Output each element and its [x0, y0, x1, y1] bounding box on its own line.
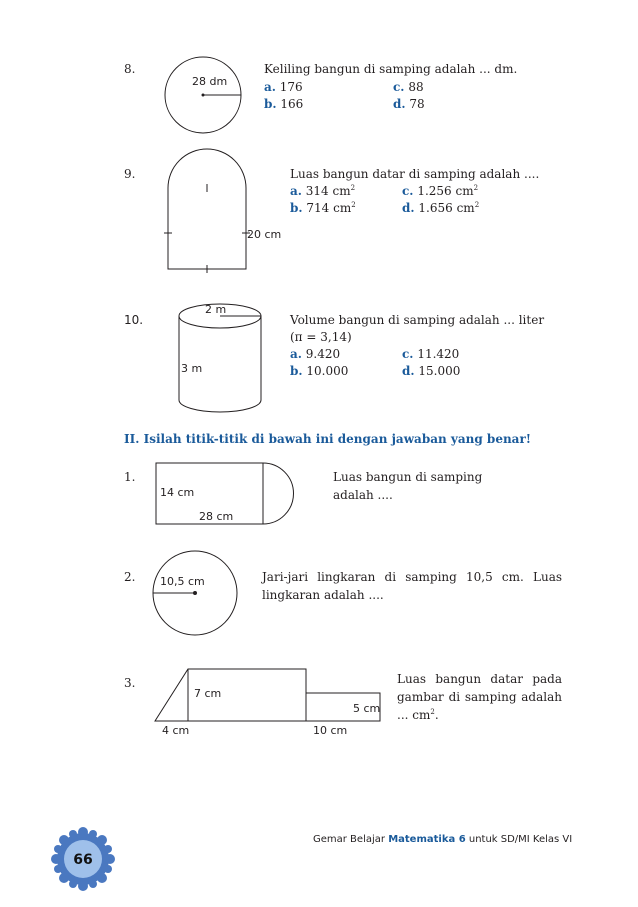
diameter-label: 28 dm: [192, 75, 228, 88]
base-10-label: 10 cm: [313, 724, 348, 737]
option-d: d. 78: [393, 97, 425, 111]
question-text-line2: (π = 3,14): [290, 330, 352, 344]
option-a: a. 314 $cm^2$: [290, 184, 356, 198]
option-b: b. 714 $cm^2$: [290, 201, 356, 215]
page-number: 66: [73, 852, 93, 868]
option-c: c. 88: [393, 80, 424, 94]
question-number: 3.: [124, 676, 136, 690]
height-label: 3 m: [181, 362, 203, 375]
rectangle-semicircle-figure: [160, 145, 260, 275]
question-number: 10.: [124, 313, 144, 327]
radius-label: 10,5 cm: [160, 575, 205, 588]
question-text: Keliling bangun di samping adalah ... dm.: [264, 62, 518, 76]
cylinder-figure: [175, 300, 265, 420]
footer-text: Gemar Belajar Matematika 6 untuk SD/MI Kelas VI: [313, 834, 573, 845]
question-number: 8.: [124, 62, 136, 76]
height-7-label: 7 cm: [194, 687, 222, 700]
question-text: Luas bangun datar di samping adalah ....: [290, 167, 540, 181]
option-b: b. 166: [264, 97, 304, 111]
option-a: a. 176: [264, 80, 303, 94]
height-5-label: 5 cm: [353, 702, 381, 715]
composite-shape-figure: [150, 665, 390, 725]
option-d: d. 1.656 $cm^2$: [402, 201, 480, 215]
option-d: d. 15.000: [402, 364, 461, 378]
option-b: b. 10.000: [290, 364, 349, 378]
option-a: a. 9.420: [290, 347, 341, 361]
circle-figure: [163, 55, 243, 135]
question-number: 1.: [124, 470, 136, 484]
question-text: Jari-jari lingkaran di samping 10,5 cm. Luas lingkaran adalah ....: [262, 570, 562, 602]
question-text: Luas bangun di samping adalah ....: [333, 470, 483, 502]
height-label: 14 cm: [160, 486, 195, 499]
section-heading: II. Isilah titik-titik di bawah ini dengan jawaban yang benar!: [124, 432, 532, 446]
question-number: 2.: [124, 570, 136, 584]
question-text-line1: Volume bangun di samping adalah ... liter: [290, 313, 545, 327]
option-c: c. 1.256 $cm^2$: [402, 184, 479, 198]
base-4-label: 4 cm: [162, 724, 190, 737]
radius-label: 2 m: [205, 303, 227, 316]
width-label: 28 cm: [199, 510, 234, 523]
circle-figure: [150, 548, 240, 638]
question-text: Luas bangun datar pada gambar di samping adalah ... $cm^2$.: [397, 672, 562, 722]
question-number: 9.: [124, 167, 136, 181]
option-c: c. 11.420: [402, 347, 460, 361]
side-label: 20 cm: [247, 228, 282, 241]
